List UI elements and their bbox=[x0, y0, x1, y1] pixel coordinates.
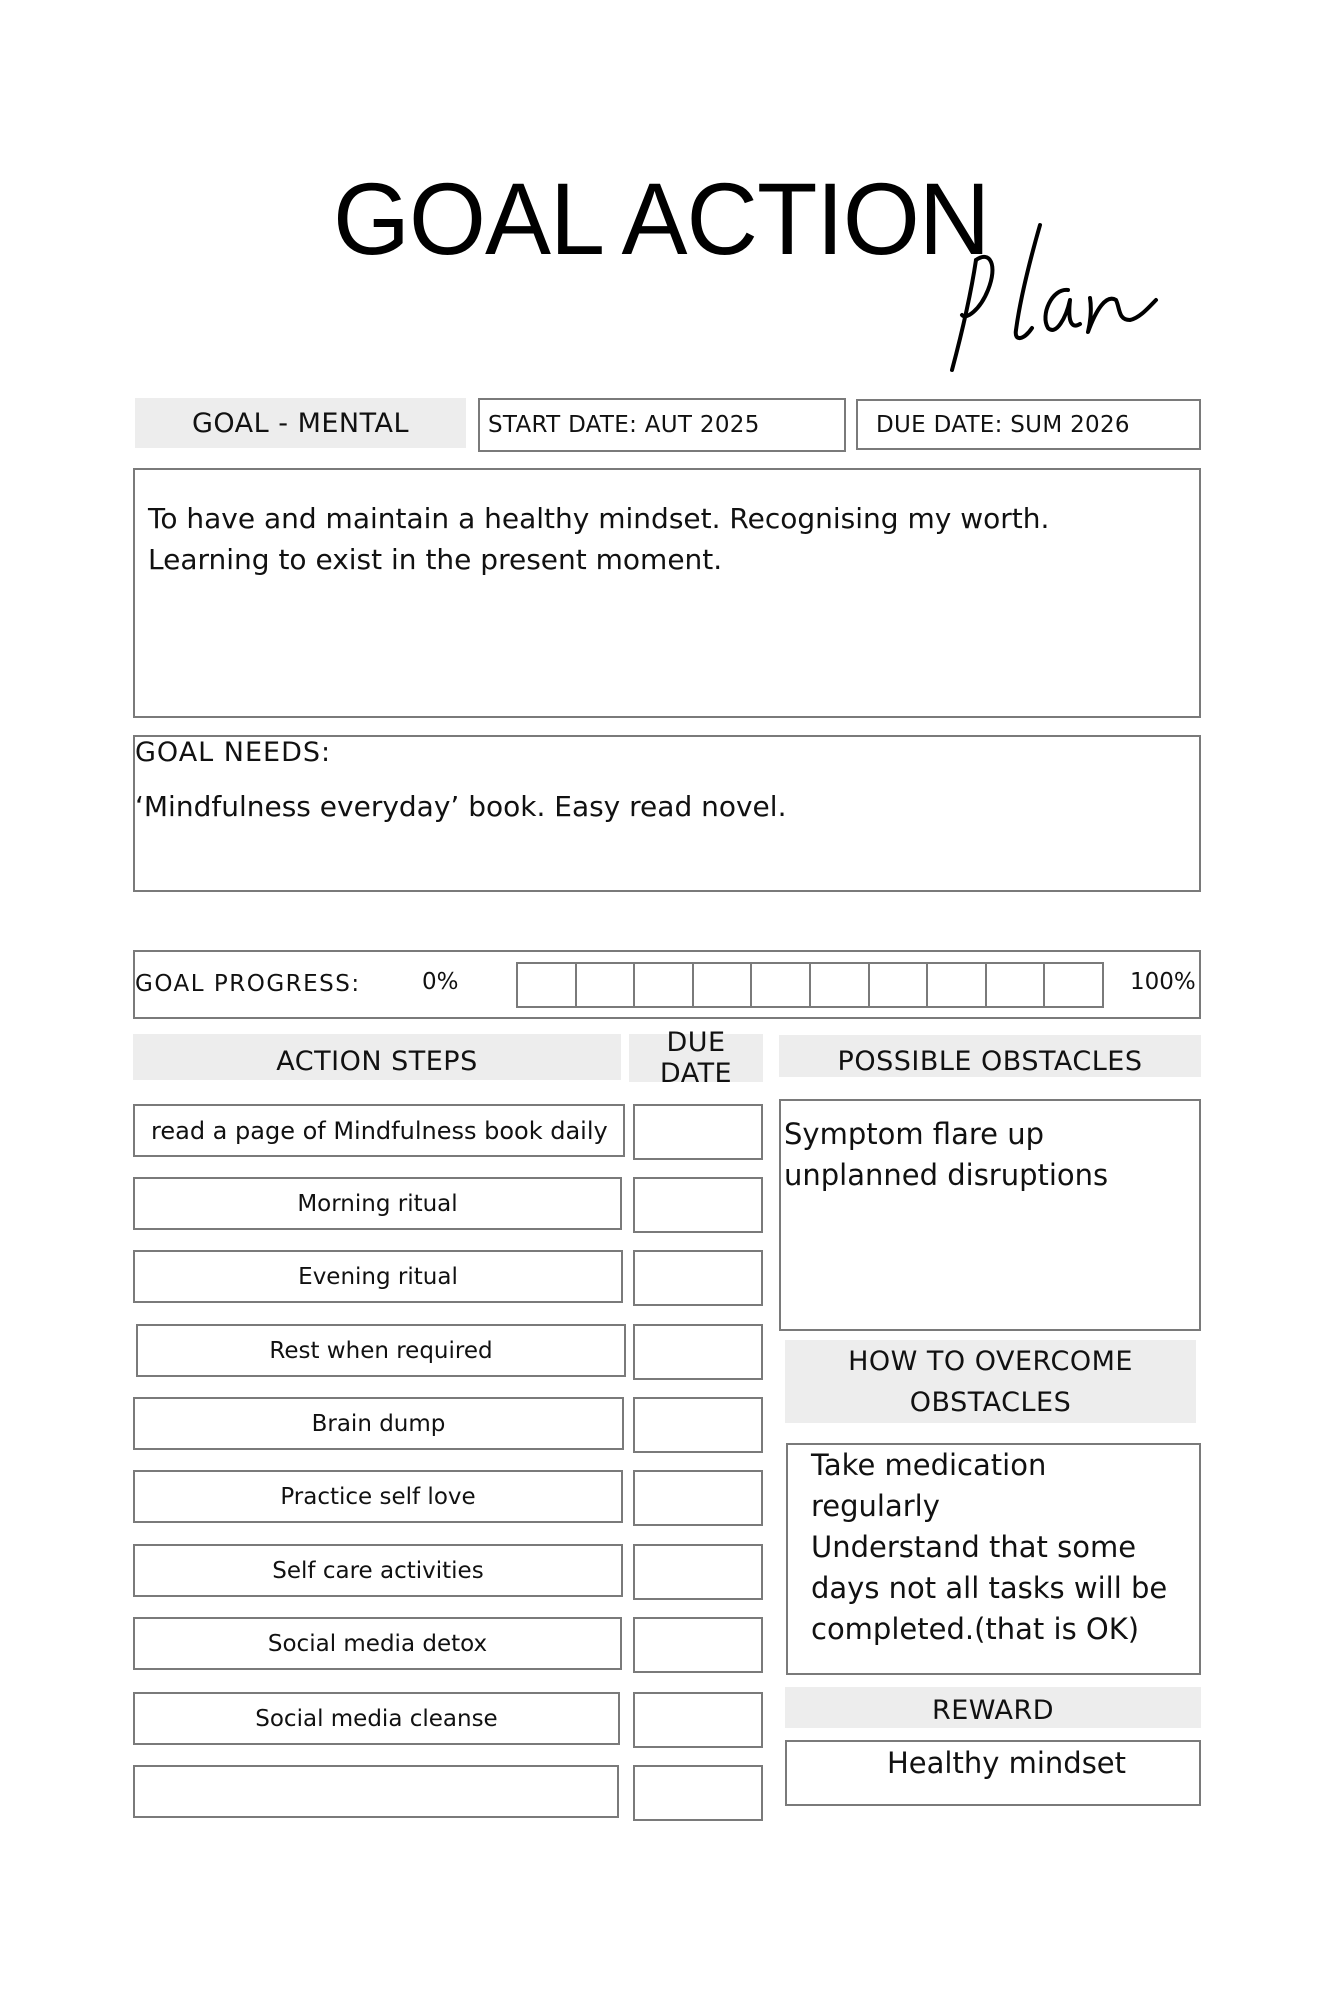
action-step-due-date-field[interactable] bbox=[633, 1324, 763, 1380]
goal-category-text: GOAL - MENTAL bbox=[191, 407, 410, 439]
overcome-line: days not all tasks will be bbox=[811, 1571, 1168, 1605]
obstacle-line: unplanned disruptions bbox=[784, 1158, 1109, 1192]
overcome-obstacles-field[interactable] bbox=[786, 1443, 1201, 1675]
goal-needs-label: GOAL NEEDS: bbox=[135, 737, 332, 768]
reward-text: Healthy mindset bbox=[887, 1746, 1127, 1780]
action-step-field[interactable] bbox=[133, 1470, 623, 1523]
obstacle-line: Symptom flare up bbox=[784, 1117, 1044, 1151]
overcome-line: Take medication bbox=[811, 1448, 1047, 1482]
action-step-text: Self care activities bbox=[272, 1557, 484, 1584]
action-step-text: read a page of Mindfulness book daily bbox=[151, 1116, 608, 1145]
goal-progress-panel bbox=[133, 950, 1201, 1019]
action-step-field[interactable] bbox=[133, 1104, 625, 1157]
reward-header bbox=[785, 1687, 1201, 1728]
action-step-due-date-field[interactable] bbox=[633, 1104, 763, 1160]
goal-description-field[interactable] bbox=[133, 468, 1201, 718]
goal-progress-label: GOAL PROGRESS: bbox=[135, 971, 361, 997]
action-step-due-date-field[interactable] bbox=[633, 1250, 763, 1306]
action-step-field[interactable] bbox=[133, 1617, 622, 1670]
goal-category-label bbox=[135, 398, 466, 448]
goal-description-line: Learning to exist in the present moment. bbox=[148, 543, 723, 576]
progress-segment[interactable] bbox=[928, 964, 987, 1006]
due-date-header bbox=[629, 1027, 763, 1089]
action-step-text: Social media cleanse bbox=[255, 1705, 498, 1732]
action-steps-header bbox=[133, 1034, 621, 1080]
progress-segment[interactable] bbox=[694, 964, 753, 1006]
action-step-text: Evening ritual bbox=[298, 1263, 458, 1290]
possible-obstacles-header-text: POSSIBLE OBSTACLES bbox=[837, 1045, 1143, 1077]
action-step-due-date-field[interactable] bbox=[633, 1617, 763, 1673]
action-step-text: Rest when required bbox=[269, 1337, 493, 1364]
action-step-field[interactable] bbox=[136, 1324, 626, 1377]
page-title: GOAL ACTION bbox=[333, 162, 990, 276]
progress-segment[interactable] bbox=[577, 964, 636, 1006]
progress-segment[interactable] bbox=[1045, 964, 1102, 1006]
overcome-line: Understand that some bbox=[811, 1530, 1137, 1564]
due-date-field[interactable] bbox=[856, 399, 1201, 450]
action-step-field[interactable] bbox=[133, 1692, 620, 1745]
possible-obstacles-field[interactable] bbox=[779, 1099, 1201, 1331]
overcome-header-line: HOW TO OVERCOME bbox=[848, 1345, 1133, 1377]
overcome-line: regularly bbox=[811, 1489, 940, 1523]
start-date-text: START DATE: AUT 2025 bbox=[488, 412, 760, 438]
action-step-due-date-field[interactable] bbox=[633, 1470, 763, 1526]
progress-max-label: 100% bbox=[1130, 969, 1196, 995]
action-step-due-date-field[interactable] bbox=[633, 1397, 763, 1453]
due-date-header-text: DUE DATE bbox=[659, 1027, 733, 1089]
action-step-due-date-field[interactable] bbox=[633, 1692, 763, 1748]
action-step-text: Morning ritual bbox=[297, 1190, 458, 1217]
action-step-field[interactable] bbox=[133, 1765, 619, 1818]
start-date-field[interactable] bbox=[478, 398, 846, 452]
possible-obstacles-header bbox=[779, 1035, 1201, 1077]
plan-script-title bbox=[940, 220, 1190, 380]
goal-needs-field[interactable] bbox=[133, 735, 1201, 892]
action-step-text: Social media detox bbox=[267, 1630, 488, 1657]
action-step-text: Practice self love bbox=[280, 1483, 476, 1510]
action-step-due-date-field[interactable] bbox=[633, 1177, 763, 1233]
action-steps-header-text: ACTION STEPS bbox=[276, 1045, 478, 1077]
progress-segment[interactable] bbox=[518, 964, 577, 1006]
overcome-obstacles-header bbox=[785, 1340, 1196, 1423]
action-step-due-date-field[interactable] bbox=[633, 1544, 763, 1600]
goal-needs-text: ‘Mindfulness everyday’ book. Easy read novel. bbox=[135, 790, 787, 823]
action-step-field[interactable] bbox=[133, 1544, 623, 1597]
progress-segment[interactable] bbox=[811, 964, 870, 1006]
action-step-field[interactable] bbox=[133, 1397, 624, 1450]
progress-min-label: 0% bbox=[422, 969, 459, 995]
action-step-field[interactable] bbox=[133, 1177, 622, 1230]
action-step-due-date-field[interactable] bbox=[633, 1765, 763, 1821]
progress-segment[interactable] bbox=[635, 964, 694, 1006]
due-date-text: DUE DATE: SUM 2026 bbox=[876, 411, 1130, 438]
goal-description-line: To have and maintain a healthy mindset. Recognising my worth. bbox=[148, 502, 1050, 535]
progress-segment[interactable] bbox=[870, 964, 929, 1006]
progress-segment[interactable] bbox=[752, 964, 811, 1006]
reward-field[interactable] bbox=[785, 1740, 1201, 1806]
overcome-header-line: OBSTACLES bbox=[909, 1386, 1072, 1418]
progress-segment[interactable] bbox=[987, 964, 1046, 1006]
action-step-field[interactable] bbox=[133, 1250, 623, 1303]
action-step-text: Brain dump bbox=[311, 1410, 446, 1437]
progress-bar[interactable] bbox=[516, 962, 1104, 1008]
overcome-line: completed.(that is OK) bbox=[811, 1612, 1140, 1646]
reward-header-text: REWARD bbox=[931, 1695, 1055, 1726]
